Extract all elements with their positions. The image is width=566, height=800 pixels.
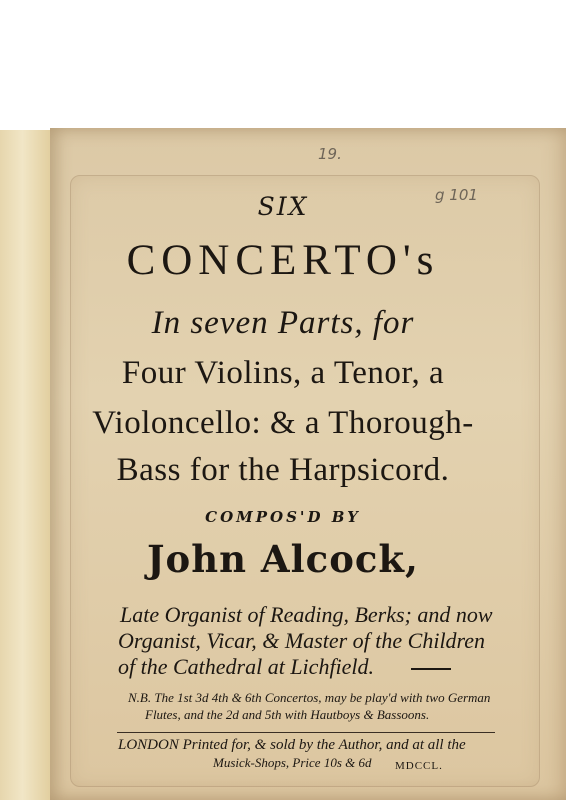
flourish-rule bbox=[411, 668, 451, 670]
folio-annotation: 19. bbox=[318, 145, 342, 163]
title-six: SIX bbox=[257, 192, 309, 221]
title-parts: In seven Parts, for bbox=[151, 305, 415, 341]
shelfmark-annotation: g 101 bbox=[435, 186, 478, 204]
composer-name: John Alcock, bbox=[147, 537, 419, 581]
title-instruments-1: Four Violins, a Tenor, a bbox=[121, 355, 445, 391]
composer-description-2: Organist, Vicar, & Master of the Children bbox=[118, 628, 486, 653]
performance-note-1: N.B. The 1st 3d 4th & 6th Concertos, may be play'd with two German bbox=[128, 690, 491, 705]
composer-description-3: of the Cathedral at Lichfield. bbox=[118, 654, 375, 679]
title-concertos: CONCERTO's bbox=[126, 237, 440, 284]
imprint-line-1: LONDON Printed for, & sold by the Author, and at all the bbox=[118, 737, 466, 753]
title-instruments-3: Bass for the Harpsicord. bbox=[116, 452, 450, 488]
title-instruments-2: Violoncello: & a Thorough- bbox=[92, 405, 474, 441]
imprint-date: MDCCL. bbox=[395, 760, 443, 772]
composer-description-1: Late Organist of Reading, Berks; and now bbox=[120, 602, 493, 627]
imprint-rule bbox=[117, 732, 495, 733]
composed-by-label: COMPOS'D BY bbox=[205, 508, 361, 526]
imprint-line-2: Musick-Shops, Price 10s & 6d bbox=[213, 755, 372, 770]
performance-note-2: Flutes, and the 2d and 5th with Hautboys & Bassoons. bbox=[145, 707, 430, 722]
